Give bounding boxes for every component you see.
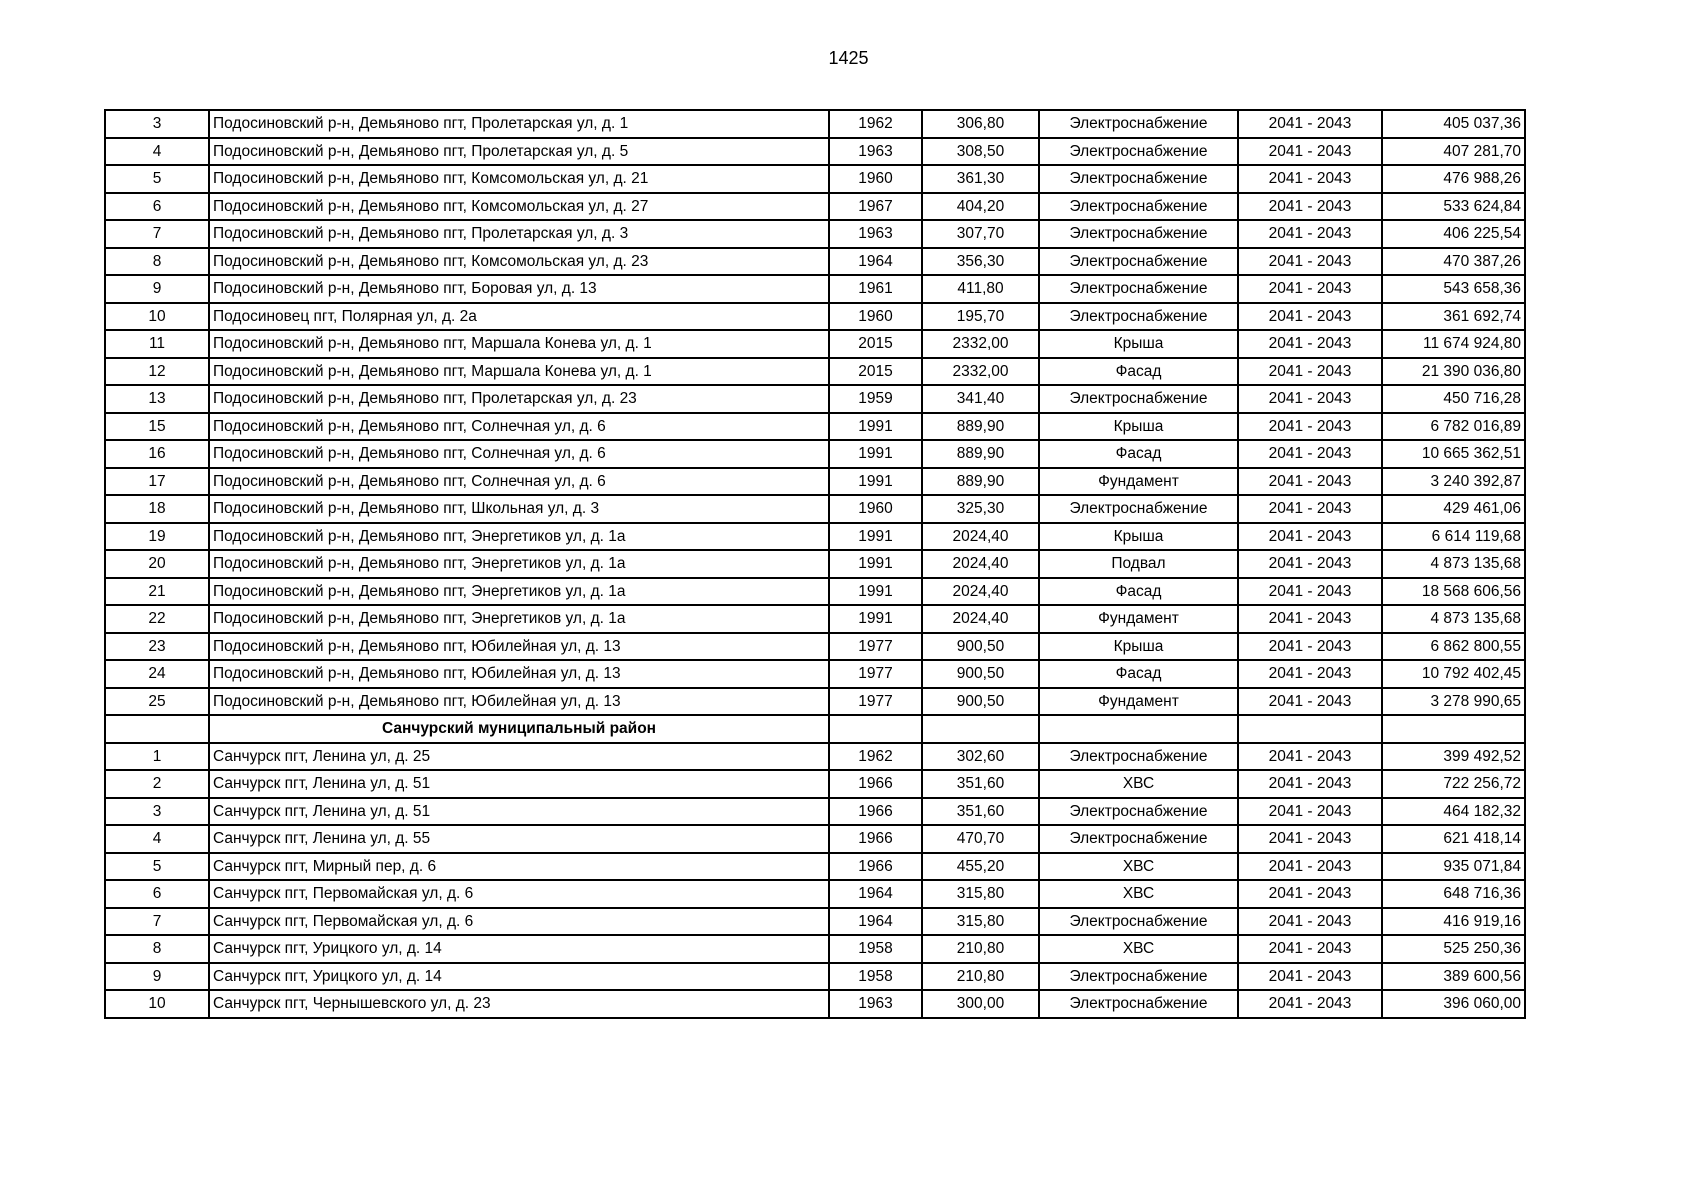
period-cell: 2041 - 2043 [1238, 550, 1382, 578]
area-cell: 308,50 [922, 138, 1039, 166]
table-row [105, 770, 1525, 798]
row-number-cell: 1 [105, 743, 209, 771]
cost-cell: 21 390 036,80 [1382, 358, 1525, 386]
period-cell: 2041 - 2043 [1238, 248, 1382, 276]
work-type-cell: Электроснабжение [1039, 990, 1238, 1018]
period-cell: 2041 - 2043 [1238, 633, 1382, 661]
cost-cell: 361 692,74 [1382, 303, 1525, 331]
year-built-cell: 1963 [829, 990, 922, 1018]
period-cell: 2041 - 2043 [1238, 770, 1382, 798]
year-built-cell: 1967 [829, 193, 922, 221]
year-built-cell: 1991 [829, 578, 922, 606]
work-type-cell: Электроснабжение [1039, 495, 1238, 523]
address-cell: Санчурск пгт, Ленина ул, д. 55 [209, 825, 829, 853]
period-cell: 2041 - 2043 [1238, 688, 1382, 716]
row-number-cell: 13 [105, 385, 209, 413]
table-row [105, 248, 1525, 276]
work-type-cell: Электроснабжение [1039, 908, 1238, 936]
period-cell: 2041 - 2043 [1238, 468, 1382, 496]
year-built-cell: 1958 [829, 935, 922, 963]
table-row [105, 523, 1525, 551]
year-built-cell: 1963 [829, 138, 922, 166]
period-cell: 2041 - 2043 [1238, 165, 1382, 193]
period-cell: 2041 - 2043 [1238, 853, 1382, 881]
address-cell: Подосиновский р-н, Демьяново пгт, Солнечная ул, д. 6 [209, 413, 829, 441]
address-cell: Подосиновский р-н, Демьяново пгт, Пролетарская ул, д. 23 [209, 385, 829, 413]
year-built-cell: 1964 [829, 880, 922, 908]
area-cell: 2024,40 [922, 605, 1039, 633]
work-type-cell: Электроснабжение [1039, 110, 1238, 138]
table-row [105, 908, 1525, 936]
year-built-cell: 1991 [829, 440, 922, 468]
period-cell: 2041 - 2043 [1238, 880, 1382, 908]
address-cell: Подосиновский р-н, Демьяново пгт, Школьная ул, д. 3 [209, 495, 829, 523]
table-row [105, 220, 1525, 248]
period-cell: 2041 - 2043 [1238, 440, 1382, 468]
row-number-cell: 4 [105, 825, 209, 853]
row-number-cell: 3 [105, 110, 209, 138]
work-type-cell: Электроснабжение [1039, 138, 1238, 166]
cost-cell: 3 278 990,65 [1382, 688, 1525, 716]
cost-cell: 6 862 800,55 [1382, 633, 1525, 661]
cost-cell: 10 665 362,51 [1382, 440, 1525, 468]
period-cell: 2041 - 2043 [1238, 220, 1382, 248]
address-cell: Подосиновский р-н, Демьяново пгт, Юбилейная ул, д. 13 [209, 660, 829, 688]
work-type-cell: Электроснабжение [1039, 963, 1238, 991]
work-type-cell: Электроснабжение [1039, 248, 1238, 276]
row-number-cell: 9 [105, 963, 209, 991]
year-built-cell: 1962 [829, 110, 922, 138]
period-cell: 2041 - 2043 [1238, 193, 1382, 221]
year-built-cell: 1991 [829, 413, 922, 441]
section-title-cell: Санчурский муниципальный район [209, 715, 829, 743]
area-cell: 302,60 [922, 743, 1039, 771]
period-cell: 2041 - 2043 [1238, 908, 1382, 936]
address-cell: Подосиновский р-н, Демьяново пгт, Комсомольская ул, д. 27 [209, 193, 829, 221]
table-row [105, 605, 1525, 633]
table-row [105, 138, 1525, 166]
address-cell: Санчурск пгт, Чернышевского ул, д. 23 [209, 990, 829, 1018]
work-type-cell: Электроснабжение [1039, 165, 1238, 193]
cost-cell: 407 281,70 [1382, 138, 1525, 166]
period-cell: 2041 - 2043 [1238, 798, 1382, 826]
row-number-cell: 7 [105, 220, 209, 248]
area-cell: 341,40 [922, 385, 1039, 413]
section-empty-cell [922, 715, 1039, 743]
year-built-cell: 1962 [829, 743, 922, 771]
area-cell: 2024,40 [922, 550, 1039, 578]
address-cell: Санчурск пгт, Ленина ул, д. 51 [209, 798, 829, 826]
row-number-cell: 3 [105, 798, 209, 826]
row-number-cell: 15 [105, 413, 209, 441]
row-number-cell: 23 [105, 633, 209, 661]
table-row [105, 413, 1525, 441]
area-cell: 361,30 [922, 165, 1039, 193]
year-built-cell: 1991 [829, 523, 922, 551]
area-cell: 404,20 [922, 193, 1039, 221]
table-row [105, 358, 1525, 386]
section-empty-cell [829, 715, 922, 743]
section-empty-cell [1039, 715, 1238, 743]
area-cell: 2024,40 [922, 578, 1039, 606]
area-cell: 900,50 [922, 660, 1039, 688]
row-number-cell: 8 [105, 935, 209, 963]
work-type-cell: Электроснабжение [1039, 220, 1238, 248]
period-cell: 2041 - 2043 [1238, 413, 1382, 441]
address-cell: Подосиновский р-н, Демьяново пгт, Энергетиков ул, д. 1а [209, 523, 829, 551]
cost-cell: 3 240 392,87 [1382, 468, 1525, 496]
work-type-cell: Фасад [1039, 440, 1238, 468]
cost-cell: 464 182,32 [1382, 798, 1525, 826]
work-type-cell: ХВС [1039, 770, 1238, 798]
work-type-cell: Подвал [1039, 550, 1238, 578]
cost-cell: 6 614 119,68 [1382, 523, 1525, 551]
area-cell: 889,90 [922, 468, 1039, 496]
cost-cell: 399 492,52 [1382, 743, 1525, 771]
year-built-cell: 1966 [829, 853, 922, 881]
address-cell: Подосиновский р-н, Демьяново пгт, Маршала Конева ул, д. 1 [209, 358, 829, 386]
year-built-cell: 1991 [829, 605, 922, 633]
work-type-cell: Фасад [1039, 660, 1238, 688]
year-built-cell: 1966 [829, 798, 922, 826]
work-type-cell: Фундамент [1039, 468, 1238, 496]
row-number-cell: 2 [105, 770, 209, 798]
year-built-cell: 1963 [829, 220, 922, 248]
period-cell: 2041 - 2043 [1238, 578, 1382, 606]
period-cell: 2041 - 2043 [1238, 358, 1382, 386]
period-cell: 2041 - 2043 [1238, 110, 1382, 138]
work-type-cell: Фундамент [1039, 605, 1238, 633]
period-cell: 2041 - 2043 [1238, 825, 1382, 853]
table-row [105, 935, 1525, 963]
address-cell: Подосиновский р-н, Демьяново пгт, Боровая ул, д. 13 [209, 275, 829, 303]
year-built-cell: 2015 [829, 358, 922, 386]
work-type-cell: Крыша [1039, 413, 1238, 441]
table-row [105, 990, 1525, 1018]
address-cell: Подосиновский р-н, Демьяново пгт, Юбилейная ул, д. 13 [209, 633, 829, 661]
cost-cell: 389 600,56 [1382, 963, 1525, 991]
area-cell: 351,60 [922, 770, 1039, 798]
table-row [105, 275, 1525, 303]
work-type-cell: ХВС [1039, 853, 1238, 881]
area-cell: 195,70 [922, 303, 1039, 331]
period-cell: 2041 - 2043 [1238, 660, 1382, 688]
row-number-cell: 10 [105, 303, 209, 331]
period-cell: 2041 - 2043 [1238, 935, 1382, 963]
area-cell: 210,80 [922, 963, 1039, 991]
cost-cell: 6 782 016,89 [1382, 413, 1525, 441]
page-number: 1425 [828, 48, 869, 68]
row-number-cell: 4 [105, 138, 209, 166]
row-number-cell: 22 [105, 605, 209, 633]
cost-cell: 533 624,84 [1382, 193, 1525, 221]
table-row [105, 330, 1525, 358]
table-row [105, 193, 1525, 221]
table-row [105, 110, 1525, 138]
year-built-cell: 1977 [829, 660, 922, 688]
address-cell: Санчурск пгт, Урицкого ул, д. 14 [209, 963, 829, 991]
year-built-cell: 1991 [829, 468, 922, 496]
period-cell: 2041 - 2043 [1238, 963, 1382, 991]
address-cell: Санчурск пгт, Первомайская ул, д. 6 [209, 880, 829, 908]
period-cell: 2041 - 2043 [1238, 138, 1382, 166]
year-built-cell: 1966 [829, 825, 922, 853]
area-cell: 900,50 [922, 633, 1039, 661]
cost-cell: 470 387,26 [1382, 248, 1525, 276]
work-type-cell: Фундамент [1039, 688, 1238, 716]
row-number-cell: 21 [105, 578, 209, 606]
table-row [105, 468, 1525, 496]
address-cell: Подосиновский р-н, Демьяново пгт, Пролетарская ул, д. 5 [209, 138, 829, 166]
period-cell: 2041 - 2043 [1238, 330, 1382, 358]
table-row [105, 688, 1525, 716]
table-row [105, 578, 1525, 606]
table-row [105, 165, 1525, 193]
work-type-cell: Крыша [1039, 523, 1238, 551]
year-built-cell: 1991 [829, 550, 922, 578]
table-row [105, 963, 1525, 991]
row-number-cell: 24 [105, 660, 209, 688]
work-type-cell: Электроснабжение [1039, 825, 1238, 853]
work-type-cell: Крыша [1039, 633, 1238, 661]
table-row [105, 440, 1525, 468]
period-cell: 2041 - 2043 [1238, 523, 1382, 551]
row-number-cell: 10 [105, 990, 209, 1018]
row-number-cell: 17 [105, 468, 209, 496]
section-empty-cell [105, 715, 209, 743]
address-cell: Подосиновский р-н, Демьяново пгт, Энергетиков ул, д. 1а [209, 578, 829, 606]
cost-cell: 429 461,06 [1382, 495, 1525, 523]
area-cell: 2024,40 [922, 523, 1039, 551]
address-cell: Подосиновский р-н, Демьяново пгт, Юбилейная ул, д. 13 [209, 688, 829, 716]
work-type-cell: ХВС [1039, 935, 1238, 963]
cost-cell: 4 873 135,68 [1382, 550, 1525, 578]
table-row [105, 825, 1525, 853]
year-built-cell: 1961 [829, 275, 922, 303]
area-cell: 411,80 [922, 275, 1039, 303]
area-cell: 315,80 [922, 908, 1039, 936]
area-cell: 210,80 [922, 935, 1039, 963]
row-number-cell: 5 [105, 165, 209, 193]
address-cell: Подосиновский р-н, Демьяново пгт, Солнечная ул, д. 6 [209, 440, 829, 468]
row-number-cell: 8 [105, 248, 209, 276]
area-cell: 2332,00 [922, 330, 1039, 358]
year-built-cell: 1964 [829, 248, 922, 276]
table-row [105, 660, 1525, 688]
area-cell: 307,70 [922, 220, 1039, 248]
work-type-cell: Электроснабжение [1039, 303, 1238, 331]
area-cell: 900,50 [922, 688, 1039, 716]
area-cell: 325,30 [922, 495, 1039, 523]
area-cell: 306,80 [922, 110, 1039, 138]
section-empty-cell [1382, 715, 1525, 743]
period-cell: 2041 - 2043 [1238, 303, 1382, 331]
period-cell: 2041 - 2043 [1238, 743, 1382, 771]
work-type-cell: Электроснабжение [1039, 275, 1238, 303]
period-cell: 2041 - 2043 [1238, 385, 1382, 413]
year-built-cell: 1959 [829, 385, 922, 413]
table-row [105, 495, 1525, 523]
cost-cell: 476 988,26 [1382, 165, 1525, 193]
cost-cell: 11 674 924,80 [1382, 330, 1525, 358]
period-cell: 2041 - 2043 [1238, 990, 1382, 1018]
work-type-cell: Электроснабжение [1039, 798, 1238, 826]
address-cell: Санчурск пгт, Урицкого ул, д. 14 [209, 935, 829, 963]
year-built-cell: 1958 [829, 963, 922, 991]
address-cell: Подосиновский р-н, Демьяново пгт, Пролетарская ул, д. 3 [209, 220, 829, 248]
row-number-cell: 18 [105, 495, 209, 523]
repair-schedule-table [104, 109, 1526, 1019]
address-cell: Санчурск пгт, Ленина ул, д. 51 [209, 770, 829, 798]
work-type-cell: Крыша [1039, 330, 1238, 358]
work-type-cell: Электроснабжение [1039, 385, 1238, 413]
cost-cell: 18 568 606,56 [1382, 578, 1525, 606]
table-row [105, 303, 1525, 331]
work-type-cell: Электроснабжение [1039, 193, 1238, 221]
table-row [105, 853, 1525, 881]
address-cell: Санчурск пгт, Ленина ул, д. 25 [209, 743, 829, 771]
table-row [105, 743, 1525, 771]
address-cell: Подосиновский р-н, Демьяново пгт, Комсомольская ул, д. 21 [209, 165, 829, 193]
area-cell: 889,90 [922, 413, 1039, 441]
cost-cell: 406 225,54 [1382, 220, 1525, 248]
year-built-cell: 1966 [829, 770, 922, 798]
year-built-cell: 1960 [829, 495, 922, 523]
row-number-cell: 16 [105, 440, 209, 468]
area-cell: 351,60 [922, 798, 1039, 826]
work-type-cell: Электроснабжение [1039, 743, 1238, 771]
cost-cell: 621 418,14 [1382, 825, 1525, 853]
year-built-cell: 1977 [829, 688, 922, 716]
row-number-cell: 19 [105, 523, 209, 551]
cost-cell: 4 873 135,68 [1382, 605, 1525, 633]
section-empty-cell [1238, 715, 1382, 743]
period-cell: 2041 - 2043 [1238, 605, 1382, 633]
cost-cell: 543 658,36 [1382, 275, 1525, 303]
row-number-cell: 9 [105, 275, 209, 303]
address-cell: Подосиновец пгт, Полярная ул, д. 2а [209, 303, 829, 331]
address-cell: Санчурск пгт, Первомайская ул, д. 6 [209, 908, 829, 936]
row-number-cell: 25 [105, 688, 209, 716]
address-cell: Подосиновский р-н, Демьяново пгт, Комсомольская ул, д. 23 [209, 248, 829, 276]
address-cell: Подосиновский р-н, Демьяново пгт, Солнечная ул, д. 6 [209, 468, 829, 496]
cost-cell: 525 250,36 [1382, 935, 1525, 963]
row-number-cell: 12 [105, 358, 209, 386]
work-type-cell: Фасад [1039, 578, 1238, 606]
table-body [105, 110, 1525, 1018]
year-built-cell: 1960 [829, 303, 922, 331]
cost-cell: 416 919,16 [1382, 908, 1525, 936]
period-cell: 2041 - 2043 [1238, 495, 1382, 523]
table-row [105, 633, 1525, 661]
area-cell: 889,90 [922, 440, 1039, 468]
cost-cell: 396 060,00 [1382, 990, 1525, 1018]
cost-cell: 935 071,84 [1382, 853, 1525, 881]
table-row [105, 550, 1525, 578]
cost-cell: 450 716,28 [1382, 385, 1525, 413]
work-type-cell: Фасад [1039, 358, 1238, 386]
work-type-cell: ХВС [1039, 880, 1238, 908]
row-number-cell: 11 [105, 330, 209, 358]
cost-cell: 722 256,72 [1382, 770, 1525, 798]
period-cell: 2041 - 2043 [1238, 275, 1382, 303]
cost-cell: 405 037,36 [1382, 110, 1525, 138]
area-cell: 356,30 [922, 248, 1039, 276]
address-cell: Санчурск пгт, Мирный пер, д. 6 [209, 853, 829, 881]
area-cell: 2332,00 [922, 358, 1039, 386]
row-number-cell: 6 [105, 880, 209, 908]
row-number-cell: 5 [105, 853, 209, 881]
address-cell: Подосиновский р-н, Демьяново пгт, Маршала Конева ул, д. 1 [209, 330, 829, 358]
address-cell: Подосиновский р-н, Демьяново пгт, Пролетарская ул, д. 1 [209, 110, 829, 138]
year-built-cell: 1964 [829, 908, 922, 936]
area-cell: 300,00 [922, 990, 1039, 1018]
section-row [105, 715, 1525, 743]
year-built-cell: 1977 [829, 633, 922, 661]
address-cell: Подосиновский р-н, Демьяново пгт, Энергетиков ул, д. 1а [209, 550, 829, 578]
area-cell: 315,80 [922, 880, 1039, 908]
area-cell: 470,70 [922, 825, 1039, 853]
row-number-cell: 7 [105, 908, 209, 936]
table-row [105, 385, 1525, 413]
year-built-cell: 2015 [829, 330, 922, 358]
year-built-cell: 1960 [829, 165, 922, 193]
address-cell: Подосиновский р-н, Демьяново пгт, Энергетиков ул, д. 1а [209, 605, 829, 633]
row-number-cell: 20 [105, 550, 209, 578]
area-cell: 455,20 [922, 853, 1039, 881]
cost-cell: 10 792 402,45 [1382, 660, 1525, 688]
table-row [105, 880, 1525, 908]
cost-cell: 648 716,36 [1382, 880, 1525, 908]
row-number-cell: 6 [105, 193, 209, 221]
table-row [105, 798, 1525, 826]
